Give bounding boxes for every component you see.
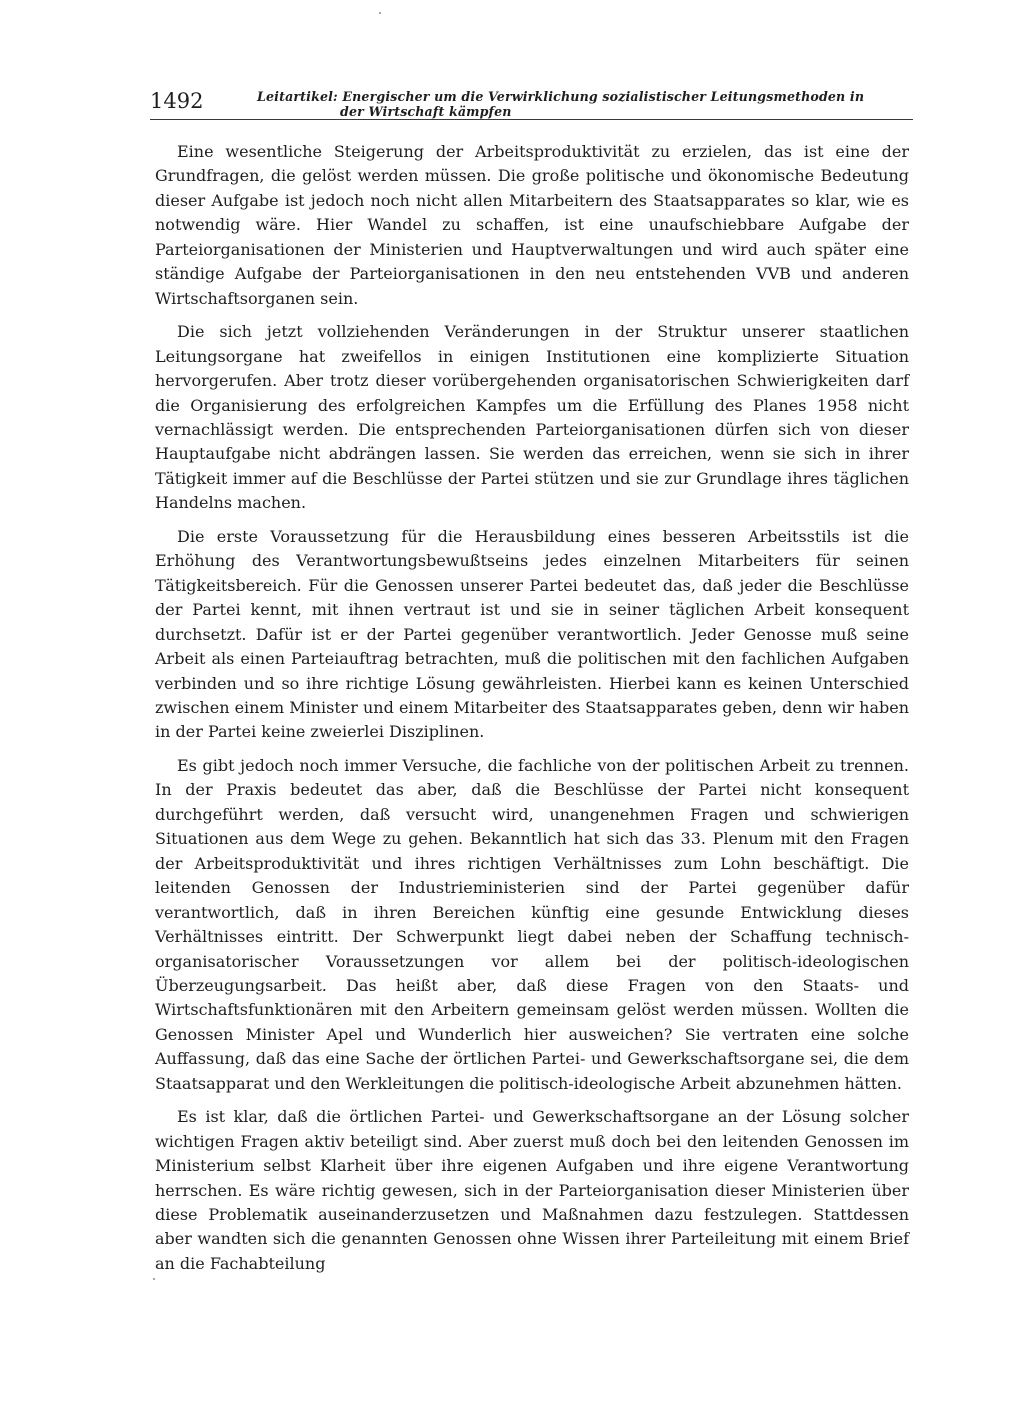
paragraph-1: Eine wesentliche Steigerung der Arbeitsproduktivität zu erzielen, das ist eine der Grundfragen, die gelöst werden müssen. Die große politische und ökonomische Bedeutung dieser Aufgabe ist jedoch noch nicht allen Mitarbeitern des Staatsapparates so klar, wie es notwendig wäre. Hier Wandel zu schaffen, ist eine unaufschiebbare Aufgabe der Parteiorganisationen der Ministerien und Hauptverwaltungen und wird auch später eine ständige Aufgabe der Parteiorganisationen in den neu entstehenden VVB und anderen Wirtschaftsorganen sein.: [155, 142, 909, 308]
paragraph-5: Es ist klar, daß die örtlichen Partei- und Gewerkschaftsorgane an der Lösung solcher wichtigen Fragen aktiv beteiligt sind. Aber zuerst muß doch bei den leitenden Genossen im Ministerium selbst Klarheit über ihre eigenen Aufgaben und ihre eigene Verantwortung herrschen. Es wäre richtig gewesen, sich in der Parteiorganisation dieser Ministerien über diese Problematik auseinanderzusetzen und Maßnahmen dazu festzulegen. Stattdessen aber wandten sich die genannten Genossen ohne Wissen ihrer Parteileitung mit einem Brief an die Fachabteilung: [155, 1107, 909, 1273]
scan-speck: [379, 12, 381, 14]
article-body: [155, 140, 909, 1285]
running-head-line-2: der Wirtschaft kämpfen: [340, 104, 512, 119]
paragraph-3: Die erste Voraussetzung für die Herausbildung eines besseren Arbeitsstils ist die Erhöhung des Verantwortungsbewußtseins jedes einzelnen Mitarbeiters für seinen Tätigkeitsbereich. Für die Genossen unserer Partei bedeutet das, daß jeder die Beschlüsse der Partei kennt, mit ihnen vertraut ist und sie in seiner täglichen Arbeit konsequent durchsetzt. Dafür ist er der Partei gegenüber verantwortlich. Jeder Genosse muß seine Arbeit als einen Parteiauftrag betrachten, muß die politischen mit den fachlichen Aufgaben verbinden und so ihre richtige Lösung gewährleisten. Hierbei kann es keinen Unterschied zwischen einem Minister und einem Mitarbeiter des Staatsapparates geben, denn wir haben in der Partei keine zweierlei Disziplinen.: [155, 526, 909, 742]
paragraph-4: Es gibt jedoch noch immer Versuche, die fachliche von der politischen Arbeit zu trennen. In der Praxis bedeutet das aber, daß die Beschlüsse der Partei nicht konsequent durchgeführt werden, daß versucht wird, unangenehmen Fragen und schwierigen Situationen aus dem Wege zu gehen. Bekanntlich hat sich das 33. Plenum mit den Fragen der Arbeitsproduktivität und ihres richtigen Verhältnisses zum Lohn beschäftigt. Die leitenden Genossen der Industrieministerien sind der Partei gegenüber dafür verantwortlich, daß in ihren Bereichen künftig eine gesunde Entwicklung dieses Verhältnisses eintritt. Der Schwerpunkt liegt dabei neben der Schaffung technisch-organisatorischer Voraussetzungen vor allem bei der politisch-ideologischen Überzeugungsarbeit. Das heißt aber, daß diese Fragen von den Staats- und Wirtschaftsfunktionären mit den Arbeitern gemeinsam gelöst werden müssen. Wollten die Genossen Minister Apel und Wunderlich hier ausweichen? Sie vertraten eine solche Auffassung, daß das eine Sache der örtlichen Partei- und Gewerkschaftsorgane sei, die dem Staatsapparat und den Werkleitungen die politisch-ideologische Arbeit abzunehmen hätten.: [155, 755, 909, 1093]
running-head-line-1: Leitartikel: Energischer um die Verwirklichung sozialistischer Leitungsmethoden in: [257, 89, 865, 104]
running-head: [257, 89, 912, 119]
paragraph-2: Die sich jetzt vollziehenden Veränderungen in der Struktur unserer staatlichen Leitungsorgane hat zweifellos in einigen Institutionen eine komplizierte Situation hervorgerufen. Aber trotz dieser vorübergehenden organisatorischen Schwierigkeiten darf die Organisierung des erfolgreichen Kampfes um die Erfüllung des Planes 1958 nicht vernachlässigt werden. Die entsprechenden Parteiorganisationen dürfen sich von dieser Hauptaufgabe nicht abdrängen lassen. Sie werden das erreichen, wenn sie sich in ihrer Tätigkeit immer auf die Beschlüsse der Partei stützen und sie zur Grundlage ihres täglichen Handelns machen.: [155, 322, 909, 513]
page-number: 1492: [150, 89, 204, 113]
header-rule: [150, 119, 913, 120]
